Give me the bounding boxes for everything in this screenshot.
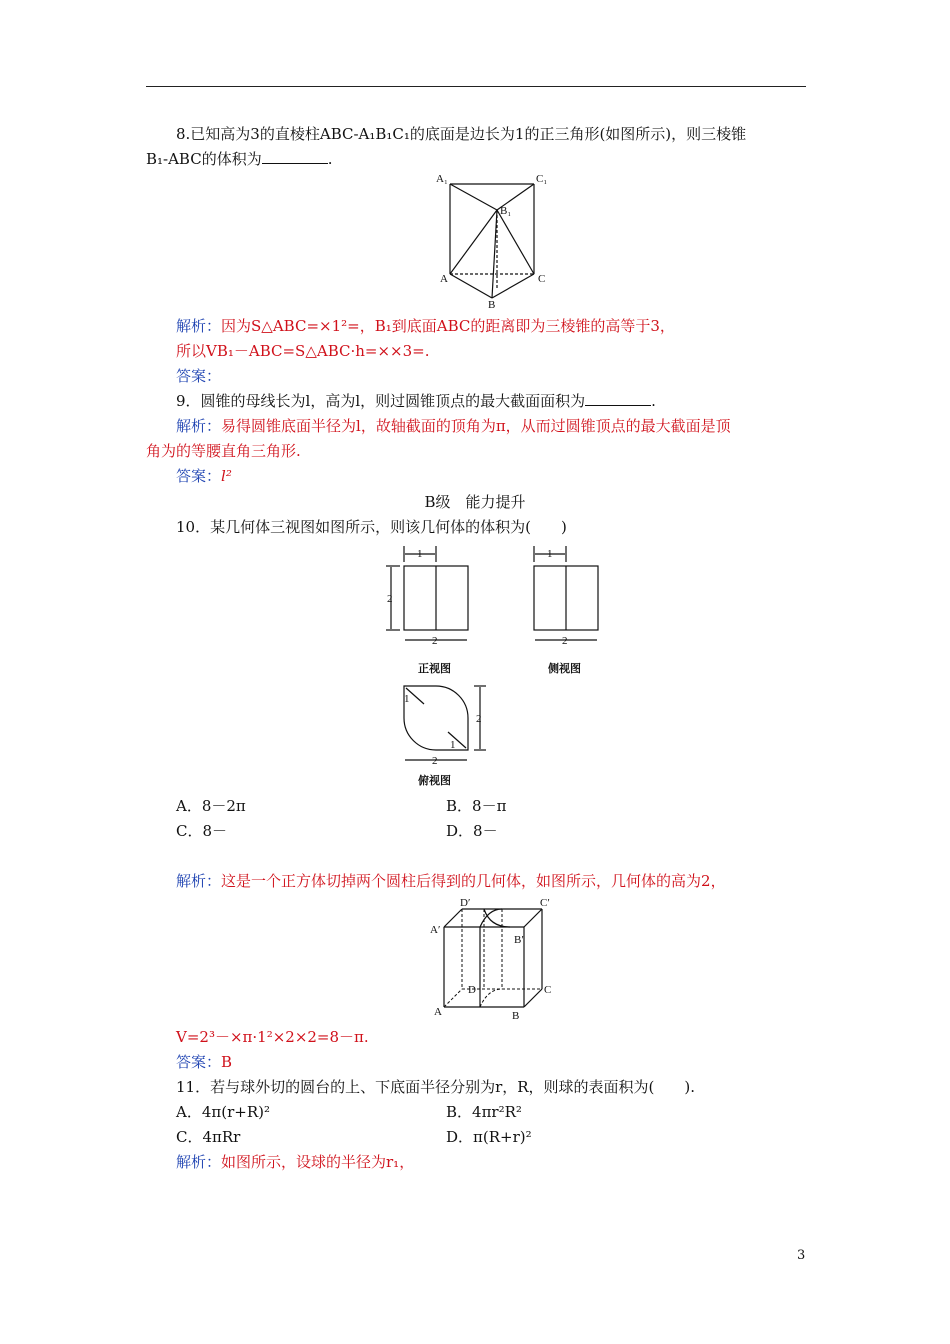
front-dim-top: 1: [417, 548, 423, 560]
front-view-label: 正视图: [418, 662, 451, 675]
header-rule: [146, 86, 806, 87]
q10-three-views-figure: [378, 540, 610, 790]
cube-label-ap: A′: [430, 924, 441, 936]
label-a: A: [440, 273, 448, 285]
q11-option-a: A．4π(r+R)²: [176, 1103, 270, 1121]
front-dim-bottom: 2: [432, 635, 438, 647]
q8-solution-line1: 解析：因为S△ABC=×1²=，B₁到底面ABC的距离即为三棱锥的高等于3，: [176, 317, 675, 335]
cube-label-cp: C′: [540, 897, 550, 909]
side-view-label: 侧视图: [548, 662, 581, 675]
q10-option-c: C．8－: [176, 822, 228, 840]
q8-answer-blank: [262, 163, 328, 164]
label-b1: B₁: [500, 205, 512, 217]
top-dim-right: 2: [476, 713, 482, 725]
q8-solution-line2: 所以VB₁－ABC=S△ABC·h=××3=.: [176, 342, 430, 360]
cube-label-d: D: [468, 984, 476, 996]
q10-text: 10．某几何体三视图如图所示，则该几何体的体积为( ): [176, 518, 567, 536]
top-dim-arc2: 1: [450, 739, 456, 751]
top-view-label: 俯视图: [418, 774, 451, 787]
q9-answer-blank: [585, 405, 651, 406]
q10-answer: 答案：B: [176, 1053, 233, 1071]
q10-option-a: A．8－2π: [176, 797, 246, 815]
q8-text-line1: 8.已知高为3的直棱柱ABC-A₁B₁C₁的底面是边长为1的正三角形(如图所示)，则三棱锥: [176, 125, 747, 143]
q11-option-b: B．4πr²R²: [446, 1103, 522, 1121]
q10-option-b: B．8－π: [446, 797, 507, 815]
q9-solution-line2: 角为的等腰直角三角形.: [146, 442, 301, 460]
q9-answer: 答案：l²: [176, 467, 232, 485]
label-c1: C₁: [536, 173, 548, 185]
cube-label-dp: D′: [460, 897, 471, 909]
q8-answer: 答案：: [176, 367, 222, 385]
page-number: 3: [797, 1248, 806, 1263]
label-c: C: [538, 273, 546, 285]
q9-text: 9．圆锥的母线长为l，高为l，则过圆锥顶点的最大截面面积为 .: [176, 392, 656, 410]
q10-formula: V=2³－×π·1²×2×2=8－π.: [176, 1028, 369, 1046]
q11-option-c: C．4πRr: [176, 1128, 241, 1146]
side-dim-bottom: 2: [562, 635, 568, 647]
label-a1: A₁: [436, 173, 448, 185]
cube-label-b: B: [512, 1010, 520, 1022]
q8-text-line2: B₁-ABC的体积为 .: [146, 150, 333, 168]
q9-solution-line1: 解析：易得圆锥底面半径为l，故轴截面的顶角为π，从而过圆锥顶点的最大截面是顶: [176, 417, 731, 435]
q11-solution: 解析：如图所示，设球的半径为r₁，: [176, 1153, 415, 1171]
cube-label-a: A: [434, 1006, 442, 1018]
cube-label-bp: B′: [514, 934, 524, 946]
cube-label-c: C: [544, 984, 552, 996]
front-dim-left: 2: [387, 593, 393, 605]
q10-option-d: D．8－: [446, 822, 498, 840]
q10-solution: 解析：这是一个正方体切掉两个圆柱后得到的几何体，如图所示，几何体的高为2，: [176, 872, 726, 890]
q10-cube-figure: [430, 897, 560, 1023]
top-dim-arc1: 1: [404, 693, 410, 705]
section-heading: B级 能力提升: [424, 493, 526, 511]
q8-prism-figure: [432, 170, 556, 310]
q11-option-d: D．π(R+r)²: [446, 1128, 532, 1146]
q11-text: 11．若与球外切的圆台的上、下底面半径分别为r，R，则球的表面积为( ).: [176, 1078, 696, 1096]
top-dim-bottom: 2: [432, 755, 438, 767]
label-b: B: [488, 299, 496, 310]
side-dim-top: 1: [547, 548, 553, 560]
